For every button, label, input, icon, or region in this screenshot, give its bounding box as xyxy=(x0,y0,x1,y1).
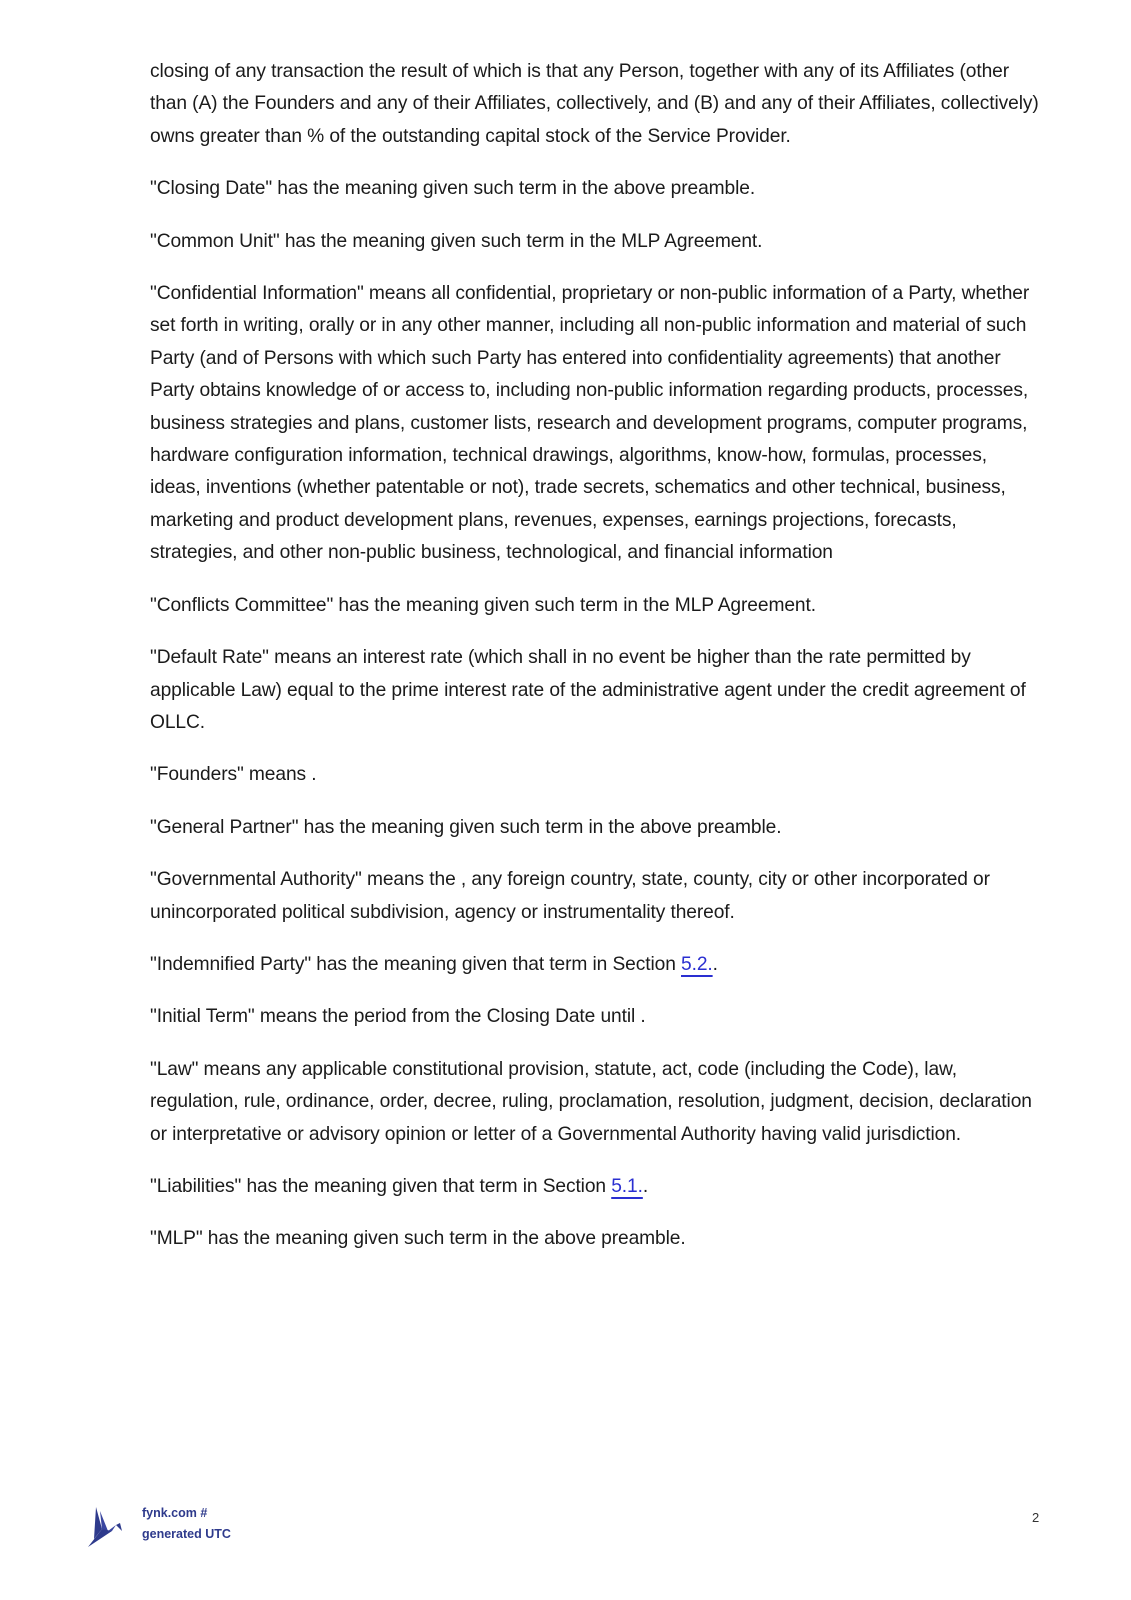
origami-bird-icon xyxy=(88,1505,128,1549)
definition-paragraph-change-of-control-continued: closing of any transaction the result of which is that any Person, together with any of its Affiliates (other than (A) the Founders and any of their Affiliates, collectively, and (B) and any of their Affiliates, collectively) owns greater than % of the outstanding capital stock of the Service Provider. xyxy=(150,61,1039,147)
definition-common-unit: "Common Unit" has the meaning given such term in the MLP Agreement. xyxy=(150,230,763,252)
definition-conflicts-committee: "Conflicts Committee" has the meaning given such term in the MLP Agreement. xyxy=(150,594,816,616)
document-body xyxy=(150,56,1040,1276)
definition-mlp: "MLP" has the meaning given such term in the above preamble. xyxy=(150,1228,686,1250)
definition-liabilities xyxy=(150,1171,1040,1203)
footer-generated-label: generated UTC xyxy=(142,1527,231,1541)
definition-text: "Indemnified Party" has the meaning given that term in Section xyxy=(150,953,682,975)
definition-trailing-period: . xyxy=(642,1175,649,1197)
definition-founders: "Founders" means . xyxy=(150,764,317,786)
definition-confidential-information: "Confidential Information" means all confidential, proprietary or non-public information of a Party, whether set forth in writing, orally or in any other manner, including all non-public information and material of such Party (and of Persons with which such Party has entered into confidentiality agreements) that another Party obtains knowledge of or access to, including non-public information regarding products, processes, business strategies and plans, customer lists, research and development programs, computer programs, hardware configuration information, technical drawings, algorithms, know-how, formulas, processes, ideas, inventions (whether patentable or not), trade secrets, schematics and other technical, business, marketing and product development plans, revenues, expenses, earnings projections, forecasts, strategies, and other non-public business, technological, and financial information xyxy=(150,283,1030,564)
definition-trailing-period: . xyxy=(712,953,718,975)
section-5-1-link[interactable]: 5.1. xyxy=(611,1175,643,1197)
page-footer xyxy=(88,1503,231,1549)
definition-text: "Liabilities" has the meaning given that term in Section xyxy=(150,1175,612,1197)
page-number: 2 xyxy=(1032,1510,1040,1525)
definition-default-rate: "Default Rate" means an interest rate (which shall in no event be higher than the rate permitted by applicable Law) equal to the prime interest rate of the administrative agent under the credit agreement of OLLC. xyxy=(150,647,1026,733)
footer-site-label: fynk.com # xyxy=(142,1506,208,1520)
definition-general-partner: "General Partner" has the meaning given such term in the above preamble. xyxy=(150,816,782,838)
definition-closing-date: "Closing Date" has the meaning given such term in the above preamble. xyxy=(150,178,756,200)
definition-initial-term: "Initial Term" means the period from the Closing Date until . xyxy=(150,1006,646,1028)
definition-governmental-authority: "Governmental Authority" means the , any foreign country, state, county, city or other incorporated or unincorporated political subdivision, agency or instrumentality thereof. xyxy=(150,869,990,923)
definition-indemnified-party xyxy=(150,949,1040,981)
section-5-2-link[interactable]: 5.2. xyxy=(681,953,713,975)
footer-text-block xyxy=(142,1503,231,1545)
definition-law: "Law" means any applicable constitutional provision, statute, act, code (including the Code), law, regulation, rule, ordinance, order, decree, ruling, proclamation, resolution, judgment, decision, declaration or interpretative or advisory opinion or letter of a Governmental Authority having valid jurisdiction. xyxy=(150,1058,1032,1145)
